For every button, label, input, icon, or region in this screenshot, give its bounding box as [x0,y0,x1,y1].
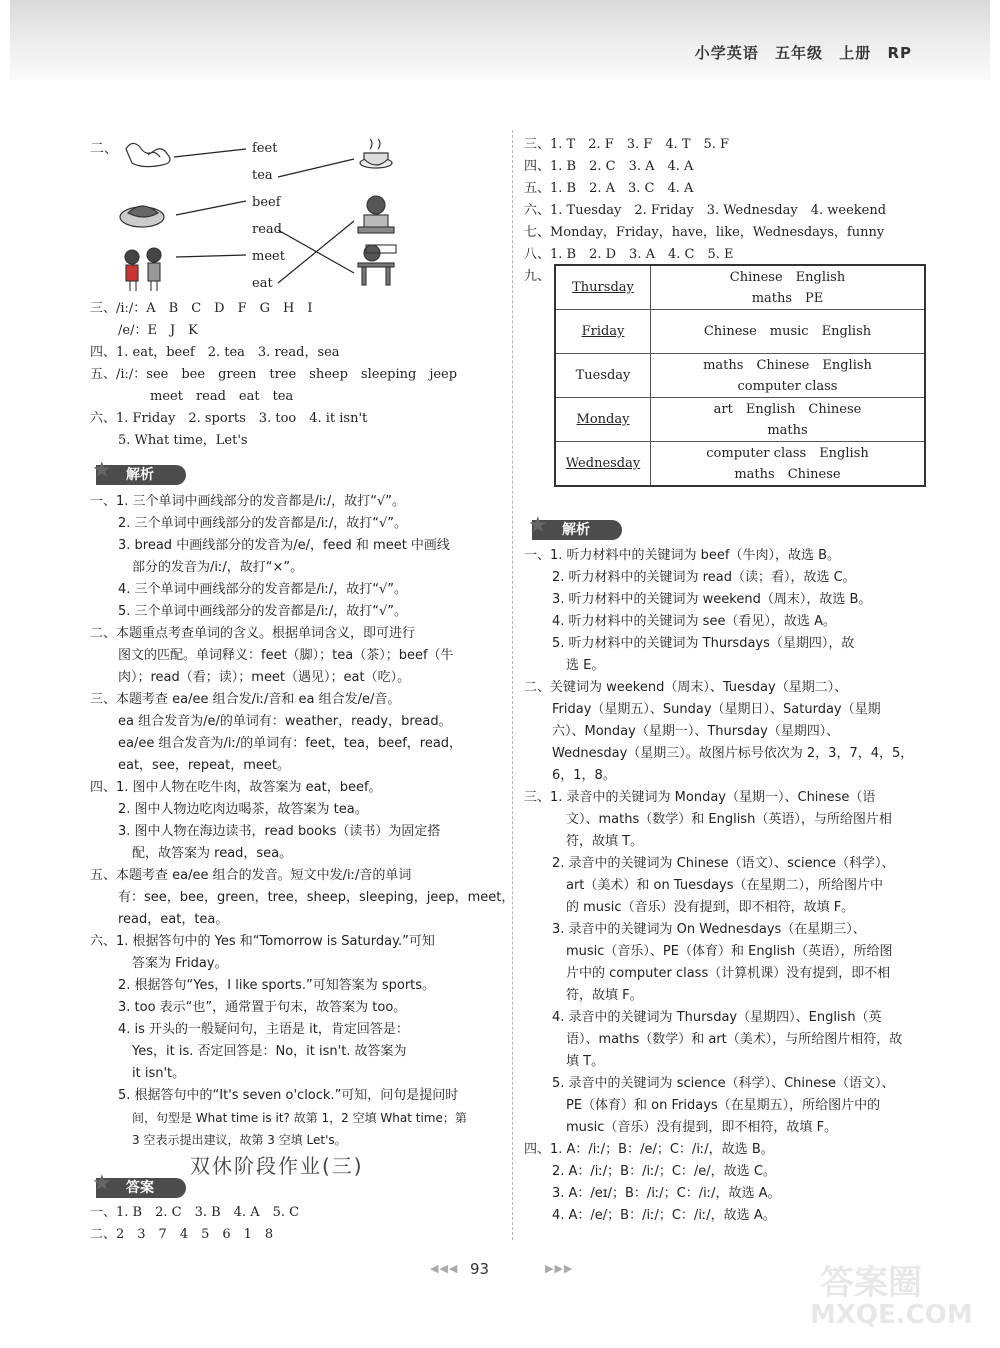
match-word: beef [252,195,281,210]
analysis-line: 片中的 computer class（计算机课）没有提到，即不相 [566,966,891,981]
analysis-line: 4. 录音中的关键词为 Thursday（星期四）、English（英 [552,1010,882,1025]
answer-line: 三、1. T 2. F 3. F 4. T 5. F [524,137,730,152]
page-number: 93 [470,1260,490,1278]
analysis-line: 3 空表示提出建议，故第 3 空填 Let's。 [132,1133,347,1147]
header-edition: RP [887,44,912,62]
day-cell: Monday [555,398,651,442]
analysis-line: 3. too 表示“也”，通常置于句末，故答案为 too。 [118,1000,407,1015]
analysis-line: 间，句型是 What time is it? 故第 1，2 空填 What time；第 [132,1111,467,1125]
header-info [695,42,912,63]
analysis-line: 六、1. 根据答句中的 Yes 和“Tomorrow is Saturday.”可知 [90,934,435,949]
analysis-line: 一、1. 听力材料中的关键词为 beef（牛肉），故选 B。 [524,548,841,563]
subjects-line: computer class English [706,445,869,461]
subjects-line: maths Chinese English [703,357,872,373]
analysis-line: 四、1. 图中人物在吃牛肉，故答案为 eat，beef。 [90,780,382,795]
analysis-line: 5. 录音中的关键词为 science（科学）、Chinese（语文）、 [552,1076,895,1091]
column-divider [512,130,513,1240]
answer-line: 一、1. B 2. C 3. B 4. A 5. C [90,1205,300,1220]
analysis-line: 5. 根据答句中的“It's seven o'clock.”可知，问句是提问时 [118,1088,459,1103]
match-word: read [252,222,282,237]
next-arrows-icon: ▶▶▶ [545,1262,574,1275]
analysis-line: 2. 图中人物边吃肉边喝茶，故答案为 tea。 [118,802,368,817]
analysis-line: 选 E。 [566,658,605,673]
subjects-line: maths [767,422,808,438]
analysis-line: 3. 听力材料中的关键词为 weekend（周末），故选 B。 [552,592,872,607]
analysis-line: Wednesday（星期三）。故图片标号依次为 2，3，7，4，5， [552,746,914,761]
analysis-line: 六）、Monday（星期一）、Thursday（星期四）、 [552,724,840,739]
answer-line: 八、1. B 2. D 3. A 4. C 5. E [524,247,734,262]
match-word: meet [252,249,285,264]
analysis-line: 答案为 Friday。 [132,956,228,971]
answer-line: 三、/iː/：A B C D F G H I [90,301,313,316]
analysis-line: art（美术）和 on Tuesdays（在星期二），所给图片中 [566,878,884,893]
answer-banner [92,1171,186,1198]
analysis-line: it isn't。 [132,1066,186,1081]
table-row [555,354,925,398]
subjects-line: computer class [737,378,838,394]
answer-line: /e/：E J K [118,323,198,338]
analysis-line: 3. 图中人物在海边读书，read books（读书）为固定搭 [118,824,441,839]
subjects-cell [651,265,926,310]
answer-line: 5. What time，Let's [118,433,248,448]
match-word: tea [252,168,273,183]
tea-cup-icon [360,139,392,168]
analysis-line: 二、本题重点考查单词的含义。根据单词含义，即可进行 [90,626,416,641]
analysis-line: 2. 根据答句“Yes，I like sports.”可知答案为 sports。 [118,978,436,993]
analysis-line: ea/ee 组合发音为/iː/的单词有：feet，tea，beef，read， [118,736,463,751]
analysis-line: ea 组合发音为/e/的单词有：weather，ready，bread。 [118,714,452,729]
analysis-line: 5. 听力材料中的关键词为 Thursdays（星期四），故 [552,636,855,651]
beef-plate-icon [120,206,164,227]
analysis-line: 符，故填 T。 [566,834,644,849]
analysis-line: 有：see，bee，green，tree，sheep，sleeping，jeep，meet， [118,890,515,905]
analysis-line: 3. bread 中画线部分的发音为/e/，feed 和 meet 中画线 [118,538,450,553]
banner-label: 解析 [562,522,590,538]
analysis-line: music（音乐）没有提到，即不相符，故填 F。 [566,1120,838,1135]
star-icon: ★ [92,1171,112,1196]
feet-picture-icon [126,143,170,166]
day-cell: Friday [555,310,651,354]
subjects-cell [651,442,926,487]
analysis-line: 肉）；read（看；读）；meet（遇见）；eat（吃）。 [118,670,411,685]
analysis-banner-right [528,513,622,540]
analysis-line: 三、1. 录音中的关键词为 Monday（星期一）、Chinese（语 [524,790,876,805]
analysis-line: 三、本题考查 ea/ee 组合发/iː/音和 ea 组合发/e/音。 [90,692,401,707]
analysis-line: 语）、maths（数学）和 art（美术），与所给图片相符，故 [566,1032,903,1047]
analysis-line: 4. 听力材料中的关键词为 see（看见），故选 A。 [552,614,836,629]
analysis-banner-left [92,458,186,485]
subjects-line: art English Chinese [713,401,862,417]
q2-label: 二、 [90,141,118,157]
answer-line: 九、 [524,269,551,284]
analysis-line: 4. A：/e/；B：/iː/；C：/iː/，故选 A。 [552,1208,776,1223]
day-cell: Tuesday [555,354,651,398]
analysis-line: 的 music（音乐）没有提到，即不相符，故填 F。 [566,900,855,915]
header-subject: 小学英语 [694,44,759,62]
boy-eating-icon [358,245,396,285]
star-icon: ★ [528,513,548,538]
analysis-line: 2. 听力材料中的关键词为 read（读；看），故选 C。 [552,570,856,585]
table-row [555,442,925,487]
header-grade: 五年级 [774,44,823,62]
watermark-logo: 答案圈 [820,1263,922,1303]
analysis-line: 6，1，8。 [552,768,616,783]
subjects-line: Chinese English [729,269,846,285]
subjects-line: Chinese music English [703,324,872,339]
matching-diagram [118,135,403,295]
answer-line: 七、Monday，Friday，have，like，Wednesdays，funny [524,225,885,240]
watermark-url: MXQE.COM [810,1300,973,1330]
analysis-line: 4. 三个单词中画线部分的发音都是/iː/，故打“√”。 [118,582,408,597]
analysis-line: 四、1. A：/iː/；B：/e/；C：/iː/，故选 B。 [524,1142,774,1157]
answer-line: 四、1. B 2. C 3. A 4. A [524,159,694,174]
subjects-cell [651,354,926,398]
banner-label: 解析 [126,467,154,483]
table-row [555,398,925,442]
analysis-line: 5. 三个单词中画线部分的发音都是/iː/，故打“√”。 [118,604,408,619]
star-icon: ★ [92,458,112,483]
analysis-line: 文）、maths（数学）和 English（英语），与所给图片相 [566,812,892,827]
analysis-line: 3. A：/eɪ/；B：/iː/；C：/iː/，故选 A。 [552,1186,781,1201]
answer-line: 五、1. B 2. A 3. C 4. A [524,181,694,196]
analysis-line: 填 T。 [566,1054,605,1069]
timetable [554,264,926,487]
table-row [555,310,925,354]
analysis-line: 五、本题考查 ea/ee 组合的发音。短文中发/iː/音的单词 [90,868,412,883]
subjects-line: maths Chinese [734,466,841,482]
analysis-line: 符，故填 F。 [566,988,643,1003]
people-meeting-icon [125,248,161,291]
analysis-line: Yes，it is. 否定回答是：No，it isn't. 故答案为 [132,1044,407,1059]
section-title: 双休阶段作业(三) [190,1154,364,1178]
analysis-line: 3. 录音中的关键词为 On Wednesdays（在星期三）、 [552,922,866,937]
answer-line: 四、1. eat，beef 2. tea 3. read，sea [90,345,340,360]
analysis-line: Friday（星期五）、Sunday（星期日）、Saturday（星期 [552,702,881,717]
analysis-line: 2. 录音中的关键词为 Chinese（语文）、science（科学）、 [552,856,895,871]
analysis-line: eat，see，repeat，meet。 [118,758,290,773]
day-cell: Thursday [555,265,651,310]
table-row [555,265,925,310]
answer-line: 二、2 3 7 4 5 6 1 8 [90,1227,274,1242]
page-header [10,0,990,80]
analysis-line: read，eat，tea。 [118,912,229,927]
analysis-line: 4. is 开头的一般疑问句，主语是 it，肯定回答是： [118,1022,409,1037]
day-cell: Wednesday [555,442,651,487]
match-word: eat [252,276,273,291]
analysis-line: music（音乐）、PE（体育）和 English（英语），所给图 [566,944,893,959]
banner-label: 答案 [126,1180,154,1196]
subjects-cell [651,310,926,354]
answer-line: meet read eat tea [150,389,294,404]
subjects-line: maths PE [751,290,824,306]
analysis-line: 2. 三个单词中画线部分的发音都是/iː/，故打“√”。 [118,516,408,531]
prev-arrows-icon: ◀◀◀ [430,1262,459,1275]
analysis-line: PE（体育）和 on Fridays（在星期五），所给图片中的 [566,1098,881,1113]
analysis-line: 配，故答案为 read，sea。 [132,846,293,861]
match-word: feet [252,141,278,156]
analysis-line: 2. A：/iː/；B：/iː/；C：/e/，故选 C。 [552,1164,776,1179]
answer-line: 六、1. Friday 2. sports 3. too 4. it isn't [90,411,368,426]
answer-line: 五、/iː/：see bee green tree sheep sleeping jeep [90,367,458,382]
header-volume: 上册 [839,44,872,62]
subjects-cell [651,398,926,442]
analysis-line: 二、关键词为 weekend（周末）、Tuesday（星期二）、 [524,680,848,695]
boy-reading-icon [358,196,394,233]
analysis-line: 图文的匹配。单词释义：feet（脚）；tea（茶）；beef（牛 [118,648,454,663]
analysis-line: 一、1. 三个单词中画线部分的发音都是/iː/，故打“√”。 [90,494,406,509]
answer-line: 六、1. Tuesday 2. Friday 3. Wednesday 4. weekend [524,203,887,218]
analysis-line: 部分的发音为/iː/，故打“×”。 [132,560,304,575]
